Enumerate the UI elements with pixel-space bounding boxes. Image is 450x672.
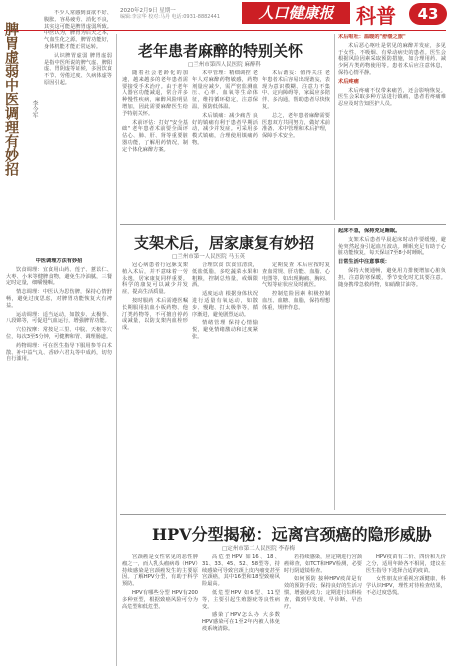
section-title: 科普 [356,4,396,28]
top-article-col2 [192,70,258,220]
bottom-article-byline: □定州市第二人民医院 李春梅 [222,546,295,552]
column-divider [334,228,335,510]
bottom-article-col3 [284,554,362,666]
bottom-para: 低危型HPV 如6型、11型等，主要引起生殖器疣等良性病变。 [202,589,280,610]
bottom-article-col1 [122,554,198,666]
column-divider [334,34,335,220]
mid-article-col3 [262,262,330,510]
editor-info: 编辑:李宗华 校对:马丹 电话:0931-8882441 [120,14,221,20]
top-para: 总之，老年患者麻醉需要医患双方共同努力，做好术前准备、术中管理和术后护理，保障手术安全。 [262,112,330,140]
left-article-bottom [6,258,112,664]
left-para: 饮食调理：宜食用山药、莲子、薏苡仁、大枣、小米等健脾食物，避免生冷油腻，三餐定时定量，细嚼慢咽。 [6,266,112,287]
mid-para: 按时服药 术后需遵医嘱长期服用抗血小板药物、他汀类药物等，不可擅自停药或减量，以防支架内血栓形成。 [122,297,188,332]
left-para: 运动调理：适当运动，如散步、太极拳、八段锦等，可促进气血运行，增强脾胃功能。 [6,311,112,325]
mid-article-byline: □兰州市第一人民医院 马玉英 [172,254,245,260]
bottom-para: 如何预防 接种HPV疫苗是有效的预防手段；保持良好的生活习惯，增强免疫力；定期进行妇科检查，做到早发现、早诊断、早治疗。 [284,576,362,610]
mid-article-col2 [192,262,258,510]
right-column [338,228,446,510]
mid-para: 情绪管理 保持心情愉悦，避免情绪激动和过度紧张。 [192,320,258,340]
bottom-para: HPV有哪些分型 HPV有200多种亚型，根据致癌风险可分为高危型和低危型。 [122,589,198,610]
issue-date: 2020年2月9日 星期一 [120,8,176,14]
bottom-article-col2 [202,554,280,666]
column-divider [116,34,117,666]
mid-para: 控制危险因素 积极控制血压、血糖、血脂，保持理想体重，规律作息。 [262,291,330,311]
mid-para: 适度运动 根据身体状况进行适量有氧运动，如散步、慢跑、打太极拳等，循序渐进，避免剧烈运动。 [192,291,258,318]
bottom-para: 女性朋友应重视宫颈健康，科学认识HPV，理性对待检查结果，不必过度恐慌。 [366,576,446,596]
sidebar-head: 术后呕吐：温暖的"舒缓之旅" [338,34,406,40]
right-col-para: 支架术后患者早晨起床时动作要缓慢，避免突然起身引起血压波动。睡眠充足有助于心脏功能恢复，每天保证7至8小时睡眠。 [338,236,446,257]
section-divider [120,514,446,515]
left-para: 认识脾胃虚弱 脾胃虚弱是指中医所说的脾气虚、脾阳虚、胃阴虚等证候，多因饮食不节、劳倦过度、久病体虚等原因引起。 [44,52,112,86]
mid-para: 冠心病患者行冠脉支架植入术后，并不意味着一劳永逸，居家康复同样重要。科学的康复可以减少并发症，提高生活质量。 [122,262,188,296]
right-col-head: 起床不急，保持充足睡眠。 [338,228,401,234]
left-para: 情志调理：中医认为思伤脾，保持心情舒畅，避免过度思虑，对脾胃功能恢复大有裨益。 [6,289,112,309]
bottom-para: HPV疫苗有二价、四价和九价之分，适用年龄各不相同，建议在医生指导下选择合适的疫苗。 [366,554,446,574]
top-para: 术后谵妄：值得关注 老年患者术后容易出现谵妄，表现为意识模糊、注意力不集中、定向障碍等，家属应多陪伴、多沟通，帮助患者尽快恢复。 [262,70,330,110]
bottom-para: 高危型HPV 如16、18、31、33、45、52、58型等，持续感染可导致宫颈上皮内瘤变甚至宫颈癌，其中16型和18型致癌风险最高。 [202,554,280,588]
newspaper-logo: 人口健康报 [242,2,350,24]
sidebar-para: 术后恶心呕吐是常见的麻醉并发症，多见于女性、不吸烟、有晕动病史的患者。医生会根据风险因素采取预防措施，如合理用药、减少阿片类药物使用等。患者术后应注意休息，保持心情平静。 [338,42,446,76]
left-para: 穴位按摩：常按足三里、中脘、天枢等穴位，每次3至5分钟，可健脾和胃、调理肠道。 [6,327,112,340]
top-para: 随着社会老龄化的加速，越来越多的老年患者需要接受手术治疗。由于老年人器官功能减退，常合并多种慢性疾病，麻醉风险明显增加，因此需要麻醉医生给予特别关怀。 [122,70,188,117]
mid-article-title: 支架术后，居家康复有妙招 [134,234,315,252]
top-para: 术前评估：打好"安全基础" 老年患者术前要全面评估心、肺、肝、肾等重要脏器功能，了解用药情况，制定个体化麻醉方案。 [122,119,188,153]
top-article-col1 [122,70,188,220]
top-article-byline: □兰州市第四人民医院 麻醉科 [188,62,261,68]
top-article-col3 [262,70,330,220]
bottom-article-col4 [366,554,446,666]
top-para: 术中管理：精细调控 老年人对麻醉药物敏感，药物剂量应减少，需严密监测血压、心率、血氧等生命体征，维持循环稳定，注意保温，预防低体温。 [192,70,258,110]
bottom-para: 感染了HPV怎么办 大多数HPV感染可在1至2年内被人体免疫系统清除。 [202,612,280,632]
left-article-top [44,10,112,256]
top-article-title: 老年患者麻醉的特别关怀 [138,42,304,60]
sidebar-head: 术后疼痛 [338,78,359,85]
page-number: 43 [409,3,447,25]
left-para: 不少人常感到食欲不好、腹胀、容易疲劳、消化不良，其实这可能是脾胃虚弱所致。中医认为，脾胃为后天之本，气血生化之源。脾胃功能好，身体机能才能正常运转。 [44,10,112,50]
sidebar-para: 术后疼痛不仅带来痛苦，还会影响恢复。医生会采取多种方法进行镇痛，患者若疼痛难忍应及时告知医护人员。 [338,87,446,108]
bottom-para: 若持续感染，应定期进行宫颈癌筛查，如TCT和HPV检测，必要时行阴道镜检查。 [284,554,362,574]
left-article-byline: 李令军 [31,100,38,118]
mid-para: 合理饮食 饮食宜清淡，低盐低脂，多吃蔬菜水果和粗粮，控制总热量，戒烟限酒。 [192,262,258,289]
left-article-title: 脾胃虚弱中医调理有妙招 [3,22,19,176]
mid-para: 定期复查 术后应按时复查血常规、肝功能、血脂、心电图等，如出现胸痛、胸闷、气短等症状应及时就医。 [262,262,330,289]
bottom-para: 宫颈癌是女性常见的恶性肿瘤之一，而人乳头瘤病毒（HPV）持续感染是宫颈癌发生的主要原因。了解HPV分型，有助于科学预防。 [122,554,198,588]
bottom-article-title: HPV分型揭秘：远离宫颈癌的隐形威胁 [152,525,432,544]
left-subhead: 中医调理方法有妙招 [35,258,83,264]
right-sidebar [338,34,446,220]
right-col-para: 保持大便通畅，避免用力排便增加心脏负担。注意防寒保暖，季节变化时尤其要注意。随身携带急救药物，如硝酸甘油等。 [338,267,446,288]
right-col-head: 日常生活中注意事项： [338,259,390,266]
top-para: 术后镇痛：减少痛苦 良好的镇痛有利于患者早期活动，减少并发症。可采用多模式镇痛，合理使用镇痛药物。 [192,112,258,146]
left-para: 药物调理：可在医生指导下服用参苓白术散、补中益气丸、香砂六君丸等中成药，切勿自行滥用。 [6,342,112,363]
mid-article-col1 [122,262,188,510]
section-divider [120,224,446,225]
